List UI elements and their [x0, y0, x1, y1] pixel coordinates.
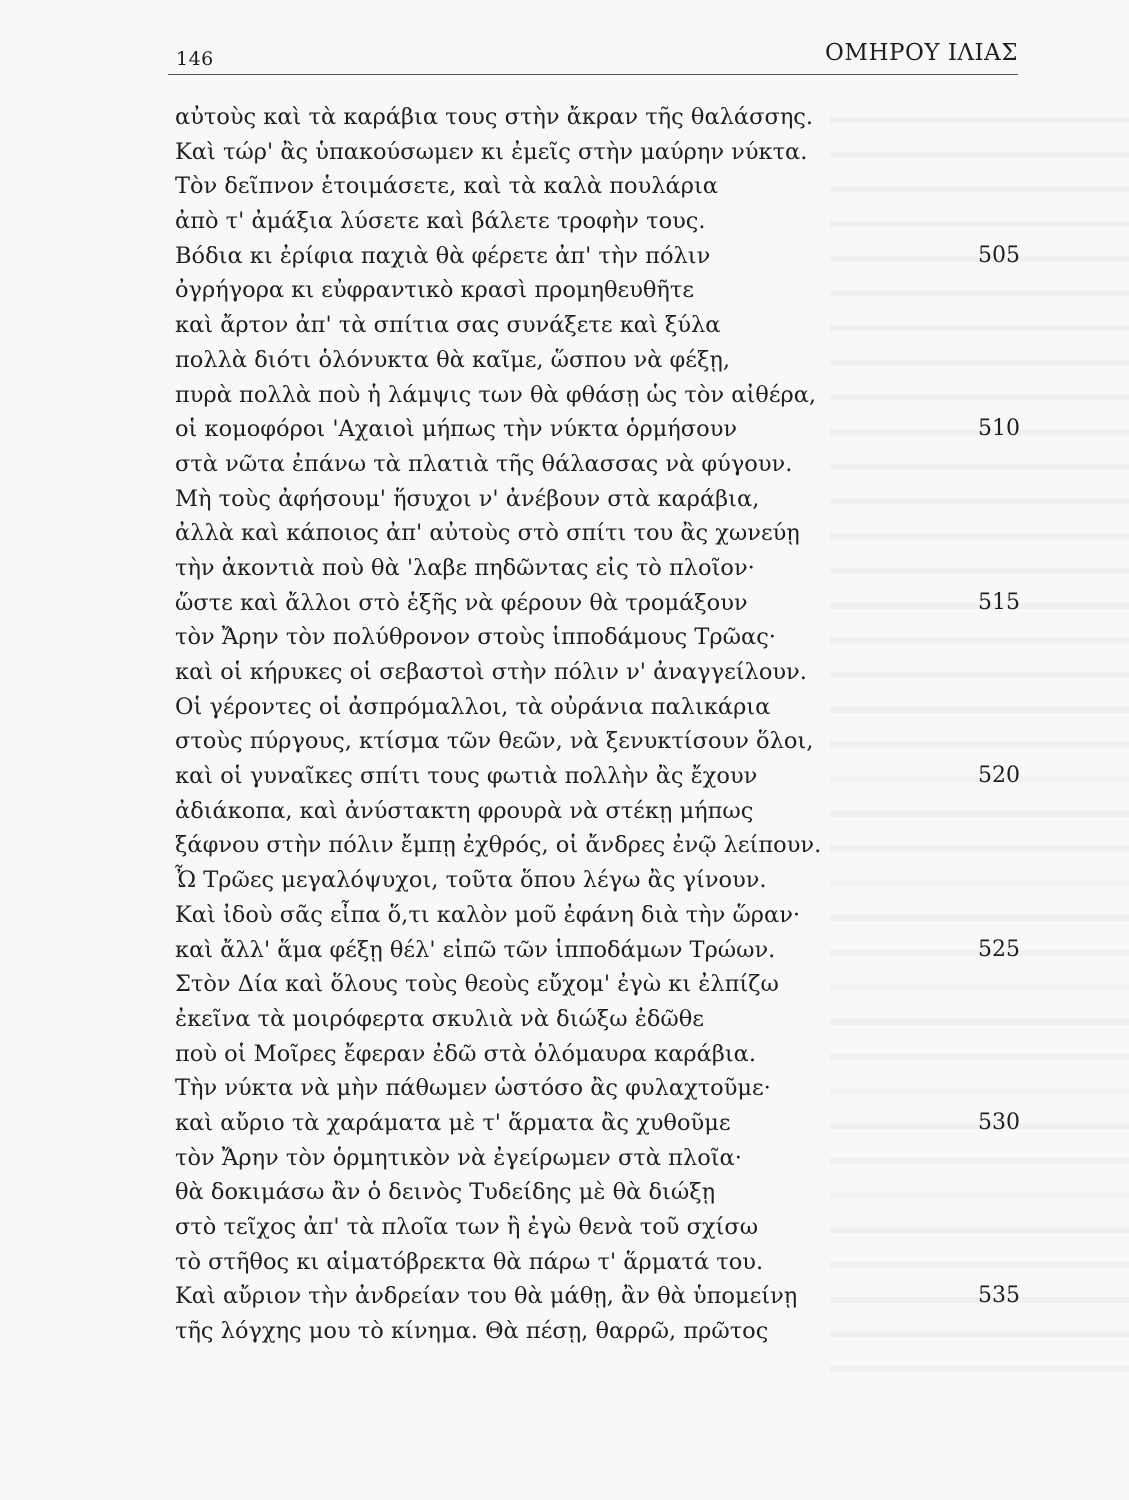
verse-text: στὰ νῶτα ἐπάνω τὰ πλατιὰ τῆς θάλασσας νὰ φύγουν. [175, 450, 793, 477]
verse-text: καὶ οἱ κήρυκες οἱ σεβαστοὶ στὴν πόλιν ν' ἀναγγείλουν. [175, 659, 807, 685]
verse-line [175, 100, 1020, 135]
verse-line [175, 1279, 1020, 1314]
verse-text: Ὦ Τρῶες μεγαλόψυχοι, τοῦτα ὅπου λέγω ἂς γίνουν. [175, 867, 767, 894]
page-header [168, 34, 1018, 74]
verse-line [175, 308, 1020, 343]
verse-text: πυρὰ πολλὰ ποὺ ἡ λάμψις των θὰ φθάσῃ ὡς τὸν αἰθέρα, [175, 381, 817, 408]
verse-text: πολλὰ διότι ὁλόνυκτα θὰ καῖμε, ὥσπου νὰ φέξῃ, [175, 346, 730, 373]
verse-text: Βόδια κι ἐρίφια παχιὰ θὰ φέρετε ἀπ' τὴν πόλιν [175, 242, 711, 269]
verse-line [175, 967, 1020, 1002]
verse-line [175, 343, 1020, 378]
verse-text: καὶ οἱ γυναῖκες σπίτι τους φωτιὰ πολλὴν ἂς ἔχουν [175, 763, 758, 790]
verse-line [175, 690, 1020, 725]
verse-text: Στὸν Δία καὶ ὅλους τοὺς θεοὺς εὔχομ' ἐγὼ κι ἐλπίζω [175, 971, 779, 998]
verse-text: ἀπὸ τ' ἀμάξια λύσετε καὶ βάλετε τροφὴν τους. [175, 208, 706, 235]
verse-line [175, 1002, 1020, 1037]
verse-text: ὥστε καὶ ἄλλοι στὸ ἑξῆς νὰ φέρουν θὰ τρομάξουν [175, 589, 748, 616]
verse-text: Τὴν νύκτα νὰ μὴν πάθωμεν ὡστόσο ἂς φυλαχτοῦμε· [175, 1075, 771, 1102]
verse-text: τὸν Ἄρην τὸν πολύθρονον στοὺς ἱπποδάμους Τρῶας· [175, 624, 776, 651]
verse-text: Οἱ γέροντες οἱ ἀσπρόμαλλοι, τὰ οὐράνια παλικάρια [175, 693, 771, 720]
verse-line [175, 516, 1020, 551]
verse-text: αὐτοὺς καὶ τὰ καράβια τους στὴν ἄκραν τῆς θαλάσσης. [175, 104, 814, 130]
verse-line [175, 412, 1020, 447]
verse-text: Μὴ τοὺς ἀφήσουμ' ἥσυχοι ν' ἀνέβουν στὰ καράβια, [175, 485, 760, 512]
verse-line [175, 551, 1020, 586]
line-number: 530 [978, 1109, 1020, 1135]
verse-line [175, 586, 1020, 621]
verse-line [175, 724, 1020, 759]
line-number: 515 [978, 589, 1020, 615]
verse-line [175, 898, 1020, 933]
verse-text: οἱ κομοφόροι 'Αχαιοὶ μήπως τὴν νύκτα ὁρμήσουν [175, 416, 738, 443]
verse-line [175, 204, 1020, 239]
verse-text: Καὶ ἰδοὺ σᾶς εἶπα ὅ,τι καλὸν μοῦ ἐφάνη διὰ τὴν ὥραν· [175, 901, 801, 928]
verse-line [175, 794, 1020, 829]
verse-line [175, 655, 1020, 690]
verse-text: θὰ δοκιμάσω ἂν ὁ δεινὸς Τυδείδης μὲ θὰ διώξῃ [175, 1179, 716, 1206]
verse-text: ἐκεῖνα τὰ μοιρόφερτα σκυλιὰ νὰ διώξω ἐδῶθε [175, 1005, 704, 1032]
verse-text: τὴν ἀκοντιὰ ποὺ θὰ 'λαβε πηδῶντας εἰς τὸ πλοῖον· [175, 554, 755, 581]
verse-line [175, 1314, 1020, 1349]
verse-text: ἀδιάκοπα, καὶ ἀνύστακτη φρουρὰ νὰ στέκῃ μήπως [175, 797, 754, 824]
verse-line [175, 135, 1020, 170]
verse-text: ποὺ οἱ Μοῖρες ἔφεραν ἐδῶ στὰ ὁλόμαυρα καράβια. [175, 1040, 757, 1067]
verse-line [175, 1037, 1020, 1072]
page-number: 146 [176, 48, 214, 70]
line-number: 505 [978, 242, 1020, 268]
verse-text: στὸ τεῖχος ἀπ' τὰ πλοῖα των ἢ ἐγὼ θενὰ τοῦ σχίσω [175, 1214, 759, 1240]
line-number: 520 [978, 763, 1020, 789]
verse-line [175, 1141, 1020, 1176]
verse-line [175, 1210, 1020, 1245]
verse-line [175, 273, 1020, 308]
verse-text: στοὺς πύργους, κτίσμα τῶν θεῶν, νὰ ξενυκτίσουν ὅλοι, [175, 728, 814, 755]
verse-text: καὶ αὔριο τὰ χαράματα μὲ τ' ἅρματα ἂς χυθοῦμε [175, 1109, 731, 1136]
line-number: 525 [978, 936, 1020, 962]
verse-text: καὶ ἄλλ' ἅμα φέξῃ θέλ' εἰπῶ τῶν ἱπποδάμων Τρώων. [175, 936, 776, 963]
verse-line [175, 1106, 1020, 1141]
verse-line [175, 933, 1020, 968]
verse-line [175, 239, 1020, 274]
verse-line [175, 620, 1020, 655]
verse-line [175, 447, 1020, 482]
verse-line [175, 482, 1020, 517]
poem-text [175, 100, 1020, 1349]
verse-text: ἀλλὰ καὶ κάποιος ἀπ' αὐτοὺς στὸ σπίτι του ἂς χωνεύῃ [175, 520, 800, 547]
line-number: 510 [978, 416, 1020, 442]
verse-text: τῆς λόγχης μου τὸ κίνημα. Θὰ πέσῃ, θαρρῶ, πρῶτος [175, 1318, 769, 1345]
verse-line [175, 169, 1020, 204]
running-title: ΟΜΗΡΟΥ ΙΛΙΑΣ [825, 40, 1018, 66]
verse-line [175, 863, 1020, 898]
verse-text: Τὸν δεῖπνον ἑτοιμάσετε, καὶ τὰ καλὰ πουλάρια [175, 173, 718, 200]
verse-text: Καὶ αὔριον τὴν ἀνδρείαν του θὰ μάθῃ, ἂν θὰ ὑπομείνῃ [175, 1283, 798, 1310]
verse-line [175, 378, 1020, 413]
header-rule [168, 74, 1018, 75]
verse-text: τὸν Ἄρην τὸν ὁρμητικὸν νὰ ἐγείρωμεν στὰ πλοῖα· [175, 1144, 742, 1171]
verse-text: ὀγρήγορα κι εὐφραντικὸ κρασὶ προμηθευθῆτε [175, 277, 695, 304]
verse-text: τὸ στῆθος κι αἱματόβρεκτα θὰ πάρω τ' ἅρματά του. [175, 1248, 764, 1275]
verse-text: Καὶ τώρ' ἂς ὑπακούσωμεν κι ἐμεῖς στὴν μαύρην νύκτα. [175, 138, 808, 165]
verse-text: καὶ ἄρτον ἀπ' τὰ σπίτια σας συνάξετε καὶ ξύλα [175, 312, 721, 339]
verse-line [175, 1245, 1020, 1280]
verse-line [175, 1071, 1020, 1106]
verse-line [175, 828, 1020, 863]
verse-text: ξάφνου στὴν πόλιν ἔμπῃ ἐχθρός, οἱ ἄνδρες ἐνῷ λείπουν. [175, 832, 822, 859]
line-number: 535 [978, 1283, 1020, 1309]
verse-line [175, 1175, 1020, 1210]
verse-line [175, 759, 1020, 794]
